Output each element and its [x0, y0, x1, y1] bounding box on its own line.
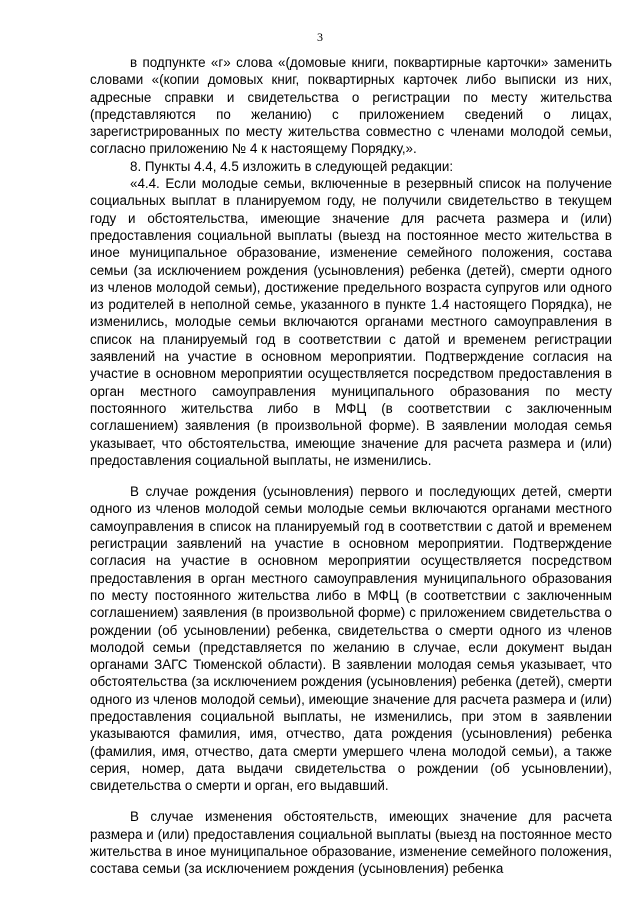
- document-body: [90, 54, 612, 878]
- paragraph-item-8: 8. Пункты 4.4, 4.5 изложить в следующей редакции:: [130, 158, 454, 174]
- paragraph-circumstances-change-case: В случае изменения обстоятельств, имеющих значение для расчета размера и (или) предоставления социальной выплаты (выезд на постоянное место жительства в иное муниципальное образование, изменение семейного положения, состава семьи (за исключением рождения (усыновления) ребенка: [90, 809, 612, 877]
- paragraph-clause-4-4: «4.4. Если молодые семьи, включенные в резервный список на получение социальных выплат в планируемом году, не получили свидетельство в текущем году и обстоятельства, имеющие значение для расчета размера и (или) предоставления социальной выплаты (выезд на постоянное место жительства в иное муниципальное образование, изменение семейного положения, состава семьи (за исключением рождения (усыновления) ребенка (детей), смерти одного из членов молодой семьи), достижение предельного возраста супругов или одного из родителей в неполной семье, указанного в пункте 1.4 настоящего Порядка), не изменились, молодые семьи включаются органами местного самоуправления в список на планируемый год в соответствии с датой и временем регистрации заявлений на участие в основном мероприятии. Подтверждение согласия на участие в основном мероприятии осуществляется посредством предоставления в орган местного самоуправления муниципального образования по месту постоянного жительства либо в МФЦ (в соответствии с заключенным соглашением) заявления (в произвольной форме). В заявлении молодая семья указывает, что обстоятельства, имеющие значение для расчета размера и (или) предоставления социальной выплаты, не изменились.: [90, 176, 612, 468]
- page-number: 3: [317, 30, 323, 44]
- paragraph-birth-adoption-case: В случае рождения (усыновления) первого и последующих детей, смерти одного из членов молодой семьи молодые семьи включаются органами местного самоуправления в список на планируемый год в соответствии с датой и временем регистрации заявлений на участие в основном мероприятии. Подтверждение согласия на участие в основном мероприятии осуществляется посредством предоставления в орган местного самоуправления муниципального образования по месту постоянного жительства либо в МФЦ (в соответствии с заключенным соглашением) заявления (в произвольной форме) с приложением свидетельства о рождении (об усыновлении) ребенка, свидетельства о смерти одного из членов молодой семьи (представляется по желанию в случае, если документ выдан органами ЗАГС Тюменской области). В заявлении молодая семья указывает, что обстоятельства (за исключением рождения (усыновления) ребенка (детей), смерти одного из членов молодой семьи), имеющие значение для расчета размера и (или) предоставления социальной выплаты, не изменились, при этом в заявлении указываются фамилия, имя, отчество, дата рождения (усыновления) ребенка (фамилия, имя, отчество, дата смерти умершего члена молодой семьи), а также серия, номер, дата выдачи свидетельства о рождении (об усыновлении), свидетельства о смерти и орган, его выдавший.: [90, 484, 612, 794]
- paragraph-amendment-subpoint-g: в подпункте «г» слова «(домовые книги, поквартирные карточки» заменить словами «(копии домовых книг, поквартирных карточек либо выписки из них, адресные справки и свидетельства о регистрации по месту жительства (представляются по желанию) с приложением сведений о лицах, зарегистрированных по месту жительства совместно с членами молодой семьи, согласно приложению № 4 к настоящему Порядку,».: [90, 55, 612, 157]
